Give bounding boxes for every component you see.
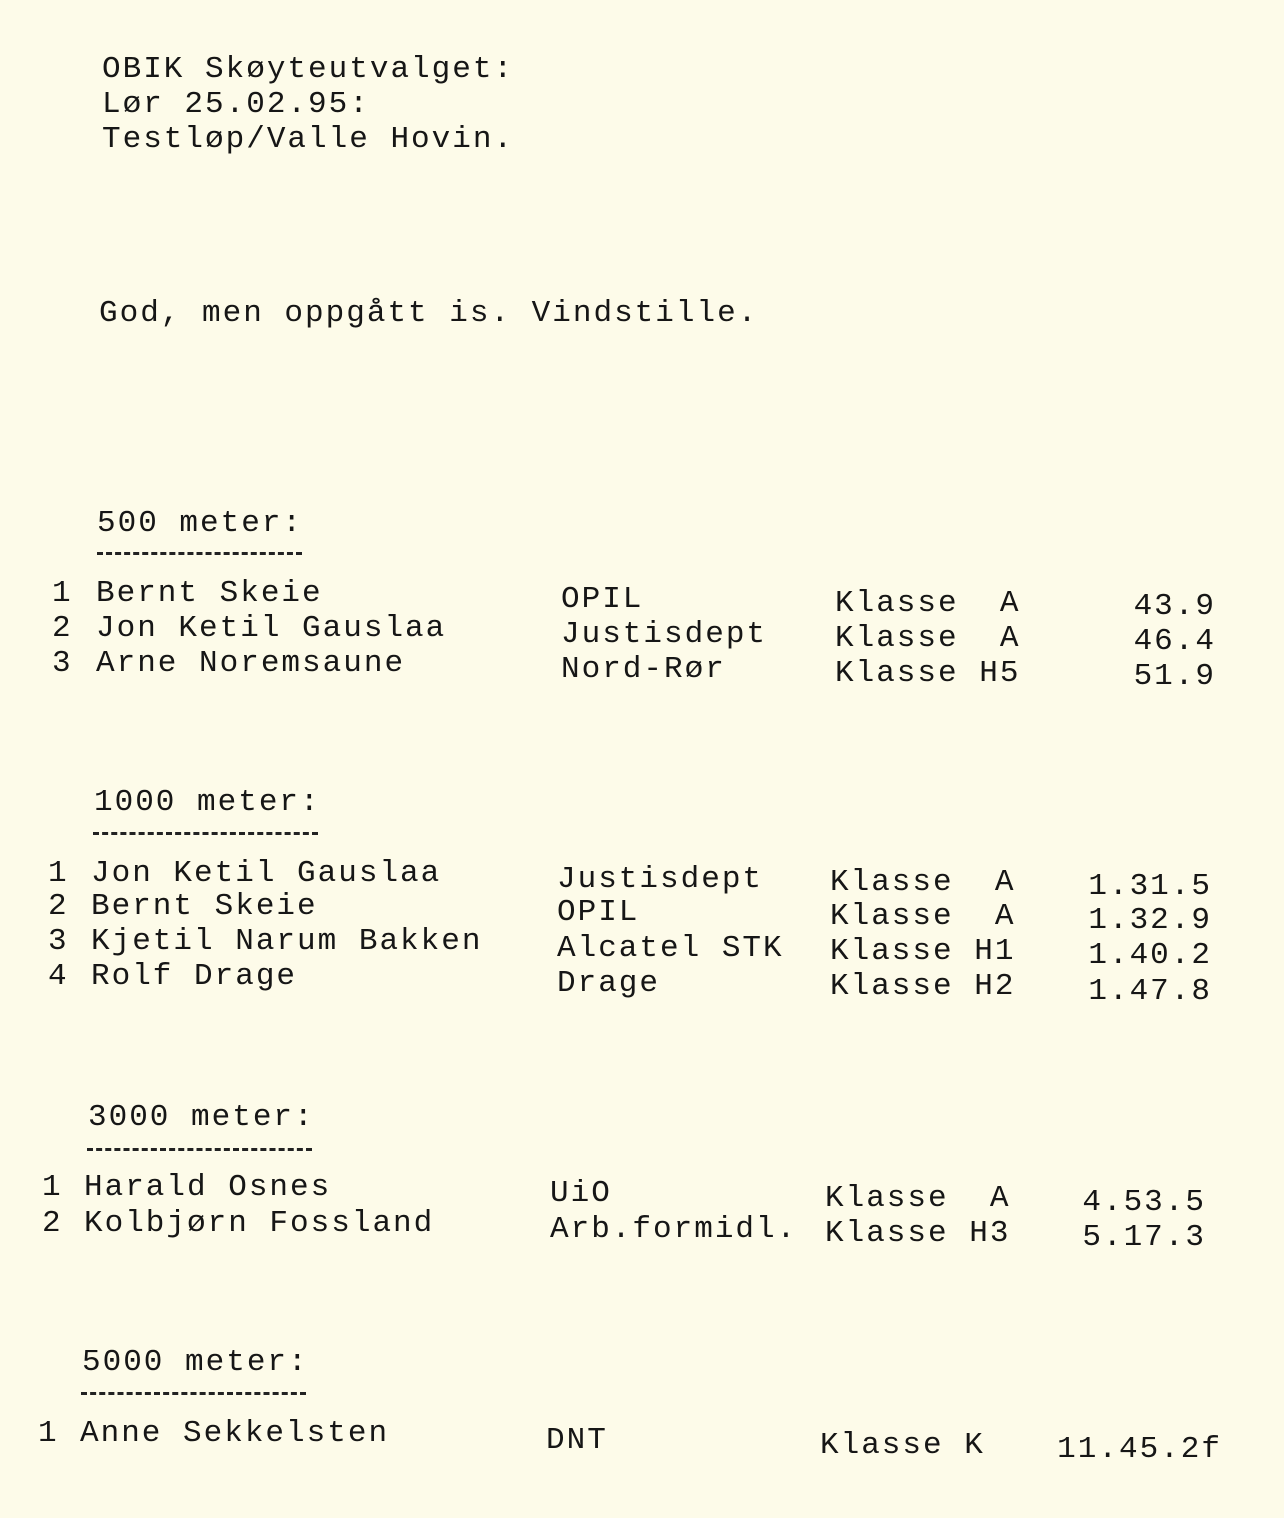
time: 1.31.5 [1088,869,1212,904]
club: Drage [557,966,661,1001]
athlete-name: Bernt Skeie [91,889,318,924]
athlete-name: Kolbjørn Fossland [84,1206,435,1241]
place: 4 [48,959,69,994]
athlete-name: Jon Ketil Gauslaa [96,611,447,646]
time: 4.53.5 [1082,1185,1206,1220]
class: Klasse A [835,586,1021,621]
club: Arb.formidl. [550,1212,798,1247]
place: 2 [48,889,69,924]
section-title-500: 500 meter: [97,506,304,541]
class: Klasse H3 [825,1216,1011,1251]
athlete-name: Rolf Drage [91,959,298,994]
class: Klasse A [835,621,1021,656]
section-title-1000: 1000 meter: [94,785,321,820]
section-underline [87,1148,312,1151]
time: 46.4 [1133,624,1216,659]
section-title-5000: 5000 meter: [82,1345,309,1380]
place: 3 [52,646,73,681]
club: OPIL [557,895,640,930]
athlete-name: Arne Noremsaune [96,646,406,681]
place: 1 [48,856,69,891]
athlete-name: Kjetil Narum Bakken [91,924,483,959]
class: Klasse H1 [830,934,1016,969]
club: Justisdept [557,862,764,897]
class: Klasse A [825,1181,1011,1216]
time: 11.45.2f [1057,1432,1222,1467]
athlete-name: Anne Sekkelsten [80,1416,390,1451]
athlete-name: Jon Ketil Gauslaa [91,856,442,891]
time: 1.40.2 [1088,938,1212,973]
club: OPIL [561,582,644,617]
header-date: Lør 25.02.95: [102,87,370,122]
section-underline [93,832,318,835]
section-underline [97,552,302,555]
club: DNT [546,1423,608,1458]
club: Justisdept [561,617,768,652]
place: 1 [52,576,73,611]
place: 2 [52,611,73,646]
class: Klasse K [820,1428,985,1463]
club: UiO [550,1176,612,1211]
class: Klasse H5 [835,656,1021,691]
section-underline [81,1392,306,1395]
place: 3 [48,924,69,959]
section-title-3000: 3000 meter: [88,1100,315,1135]
time: 5.17.3 [1082,1220,1206,1255]
athlete-name: Harald Osnes [84,1170,332,1205]
place: 1 [42,1170,63,1205]
class: Klasse A [830,865,1016,900]
club: Alcatel STK [557,931,784,966]
class: Klasse A [830,899,1016,934]
header-organizer: OBIK Skøyteutvalget: [102,52,515,87]
club: Nord-Rør [561,652,726,687]
place: 1 [38,1416,59,1451]
time: 43.9 [1133,589,1216,624]
class: Klasse H2 [830,969,1016,1004]
conditions-note: God, men oppgått is. Vindstille. [99,296,759,331]
time: 1.32.9 [1088,903,1212,938]
header-venue: Testløp/Valle Hovin. [102,122,515,157]
time: 1.47.8 [1088,974,1212,1009]
time: 51.9 [1133,659,1216,694]
athlete-name: Bernt Skeie [96,576,323,611]
place: 2 [42,1206,63,1241]
